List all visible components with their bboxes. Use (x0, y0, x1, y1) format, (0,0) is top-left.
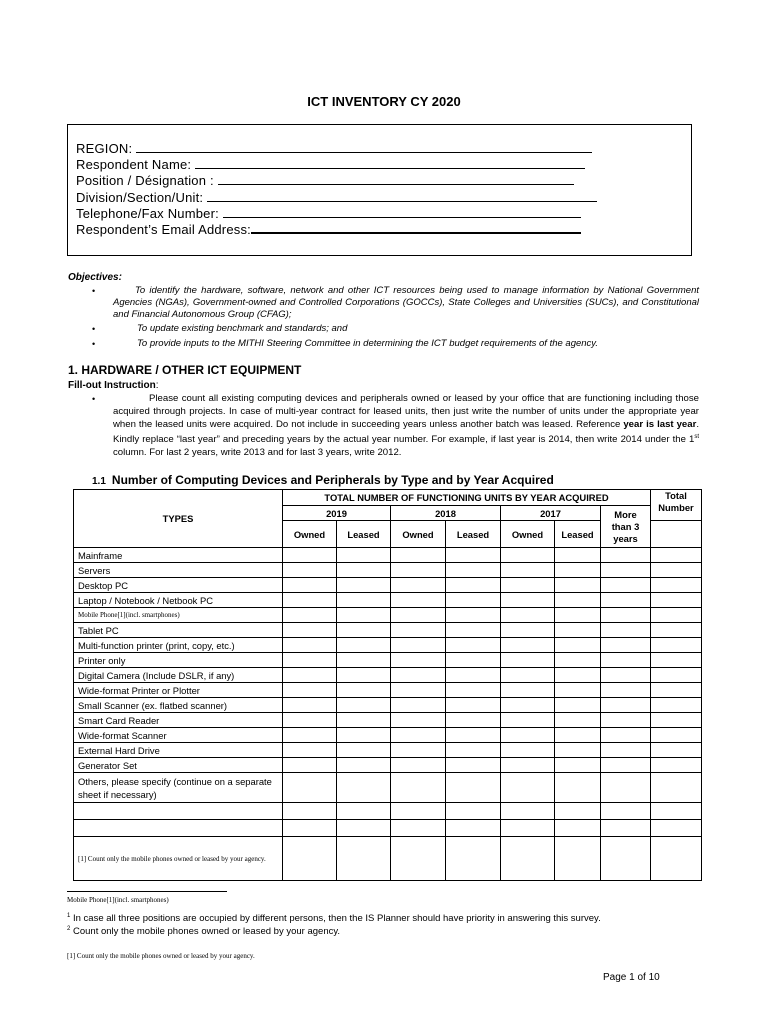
count-cell[interactable] (501, 837, 555, 881)
objective-item: To identify the hardware, software, network and other ICT resources being used to manage information by National Government Agencies (NGAs), Government-owned and Controlled Corporations (GOCCs), State Colleges and Universities (SUCs), and Constitutional and Financial Autonomous Group (CFAG); (113, 285, 699, 320)
count-cell[interactable] (555, 578, 601, 593)
count-cell[interactable] (446, 713, 501, 728)
subsection-number: 1.1 (92, 476, 106, 487)
count-cell[interactable] (555, 638, 601, 653)
count-cell[interactable] (283, 653, 337, 668)
count-cell[interactable] (446, 820, 501, 837)
type-label-cell: [1] Count only the mobile phones owned or leased by your agency. (74, 837, 283, 881)
inventory-table (73, 489, 702, 881)
count-cell[interactable] (651, 758, 702, 773)
count-cell[interactable] (446, 728, 501, 743)
count-cell[interactable] (651, 593, 702, 608)
objective-bullet: • (92, 286, 96, 296)
instr-part-c: column. For last 2 years, write 2013 and for last 3 years, write 2012. (113, 447, 402, 459)
count-cell[interactable] (283, 578, 337, 593)
count-cell[interactable] (501, 548, 555, 563)
count-cell[interactable] (283, 548, 337, 563)
objectives-label: Objectives: (68, 272, 122, 283)
type-label-cell: Tablet PC (74, 623, 283, 638)
count-cell[interactable] (391, 713, 446, 728)
page-number: Page 1 of 10 (603, 972, 660, 983)
count-cell[interactable] (651, 837, 702, 881)
type-label-cell: Mainframe (74, 548, 283, 563)
position-field[interactable] (76, 173, 574, 188)
count-cell[interactable] (601, 668, 651, 683)
count-cell[interactable] (555, 713, 601, 728)
region-field[interactable] (76, 141, 592, 156)
count-cell[interactable] (501, 653, 555, 668)
count-cell[interactable] (555, 593, 601, 608)
table-row (74, 728, 702, 743)
count-cell[interactable] (446, 578, 501, 593)
count-cell[interactable] (501, 698, 555, 713)
instr-part-a: Please count all existing computing devices and peripherals owned or leased by your office that are functioning including those acquired through projects. In case of multi-year contract for leased units, then just write the number of units under the appropriate year when the leased units were acquired. Do not include in succeeding years unless another batch was leased. Reference (113, 393, 699, 430)
count-cell[interactable] (337, 638, 391, 653)
count-cell[interactable] (391, 743, 446, 758)
count-cell[interactable] (555, 820, 601, 837)
count-cell[interactable] (501, 623, 555, 638)
owned-header: Owned (501, 521, 555, 548)
respondent-info-box (67, 124, 692, 256)
count-cell[interactable] (601, 820, 651, 837)
count-cell[interactable] (337, 548, 391, 563)
telephone-field[interactable] (76, 206, 581, 221)
type-label-cell (74, 820, 283, 837)
leased-header: Leased (555, 521, 601, 548)
count-cell[interactable] (283, 563, 337, 578)
count-cell[interactable] (446, 593, 501, 608)
count-cell[interactable] (555, 773, 601, 803)
table-row (74, 820, 702, 837)
count-cell[interactable] (601, 638, 651, 653)
table-row (74, 638, 702, 653)
count-cell[interactable] (391, 638, 446, 653)
type-label-cell: Mobile Phone[1](incl. smartphones) (74, 608, 283, 623)
position-label: Position / Désignation : (76, 173, 214, 188)
count-cell[interactable] (651, 653, 702, 668)
count-cell[interactable] (283, 668, 337, 683)
count-cell[interactable] (283, 713, 337, 728)
count-cell[interactable] (501, 578, 555, 593)
table-row (74, 608, 702, 623)
count-cell[interactable] (651, 608, 702, 623)
count-cell[interactable] (555, 758, 601, 773)
count-cell[interactable] (337, 803, 391, 820)
count-cell[interactable] (446, 773, 501, 803)
footnote-2-num: 2 (67, 926, 71, 932)
count-cell[interactable] (283, 837, 337, 881)
count-cell[interactable] (555, 623, 601, 638)
count-cell[interactable] (501, 773, 555, 803)
count-cell[interactable] (651, 713, 702, 728)
count-cell[interactable] (446, 837, 501, 881)
table-row (74, 743, 702, 758)
count-cell[interactable] (283, 773, 337, 803)
count-cell[interactable] (446, 563, 501, 578)
total-number-cell (651, 521, 702, 548)
footnote-mobile-ref: Mobile Phone[1](incl. smartphones) (67, 896, 169, 904)
count-cell[interactable] (391, 728, 446, 743)
type-label-cell (74, 803, 283, 820)
count-cell[interactable] (337, 837, 391, 881)
count-cell[interactable] (337, 653, 391, 668)
table-body (74, 548, 702, 881)
count-cell[interactable] (651, 668, 702, 683)
fill-out-instruction-label (68, 380, 159, 391)
count-cell[interactable] (446, 698, 501, 713)
count-cell[interactable] (337, 773, 391, 803)
count-cell[interactable] (283, 683, 337, 698)
count-cell[interactable] (501, 608, 555, 623)
type-label-cell: Digital Camera (Include DSLR, if any) (74, 668, 283, 683)
count-cell[interactable] (337, 608, 391, 623)
page-title: ICT INVENTORY CY 2020 (307, 94, 461, 109)
count-cell[interactable] (601, 563, 651, 578)
email-label: Respondent’s Email Address: (76, 222, 251, 237)
count-cell[interactable] (601, 728, 651, 743)
count-cell[interactable] (391, 623, 446, 638)
count-cell[interactable] (283, 638, 337, 653)
table-row (74, 803, 702, 820)
count-cell[interactable] (283, 743, 337, 758)
count-cell[interactable] (555, 668, 601, 683)
owned-header: Owned (391, 521, 446, 548)
table-row (74, 563, 702, 578)
count-cell[interactable] (501, 668, 555, 683)
year-header: 2018 (391, 506, 501, 521)
more-than-3-years-header: More than 3 years (601, 506, 651, 548)
table-row (74, 668, 702, 683)
count-cell[interactable] (337, 563, 391, 578)
count-cell[interactable] (391, 698, 446, 713)
type-label-cell: Desktop PC (74, 578, 283, 593)
year-header: 2017 (501, 506, 601, 521)
footnote-3: [1] Count only the mobile phones owned or leased by your agency. (67, 952, 255, 960)
type-label-cell: Printer only (74, 653, 283, 668)
objective-bullet: • (92, 324, 96, 334)
count-cell[interactable] (555, 608, 601, 623)
count-cell[interactable] (446, 638, 501, 653)
count-cell[interactable] (501, 638, 555, 653)
count-cell[interactable] (651, 563, 702, 578)
count-cell[interactable] (501, 728, 555, 743)
count-cell[interactable] (337, 593, 391, 608)
count-cell[interactable] (391, 668, 446, 683)
count-cell[interactable] (283, 803, 337, 820)
count-cell[interactable] (501, 820, 555, 837)
type-label-cell: Generator Set (74, 758, 283, 773)
fill-label-colon: : (155, 380, 159, 391)
owned-header: Owned (283, 521, 337, 548)
count-cell[interactable] (555, 803, 601, 820)
footnote-2 (67, 926, 340, 937)
footnote-2-text: Count only the mobile phones owned or leased by your agency. (70, 926, 341, 938)
count-cell[interactable] (446, 653, 501, 668)
count-cell[interactable] (283, 698, 337, 713)
count-cell[interactable] (391, 773, 446, 803)
count-cell[interactable] (651, 803, 702, 820)
leased-header: Leased (446, 521, 501, 548)
instr-part-b: . Kindly replace “last year” and preceding years by the actual year number. For example, if last year is 2014, then write 2014 under the 1 (113, 419, 699, 446)
count-cell[interactable] (337, 683, 391, 698)
footnote-1-text: In case all three positions are occupied by different persons, then the IS Planner should have priority in answering this survey. (70, 913, 601, 925)
count-cell[interactable] (651, 743, 702, 758)
region-label: REGION: (76, 141, 133, 156)
table-row (74, 623, 702, 638)
count-cell[interactable] (651, 638, 702, 653)
count-cell[interactable] (601, 837, 651, 881)
count-cell[interactable] (601, 698, 651, 713)
type-label-cell: Wide-format Printer or Plotter (74, 683, 283, 698)
table-row (74, 758, 702, 773)
type-label-cell: Servers (74, 563, 283, 578)
count-cell[interactable] (555, 743, 601, 758)
count-cell[interactable] (391, 803, 446, 820)
count-cell[interactable] (555, 698, 601, 713)
objective-bullet: • (92, 339, 96, 349)
count-cell[interactable] (601, 758, 651, 773)
section-heading: 1. HARDWARE / OTHER ICT EQUIPMENT (68, 363, 302, 377)
types-header: TYPES (74, 490, 283, 548)
count-cell[interactable] (391, 608, 446, 623)
type-label-cell: Laptop / Notebook / Netbook PC (74, 593, 283, 608)
count-cell[interactable] (555, 653, 601, 668)
count-cell[interactable] (446, 683, 501, 698)
count-cell[interactable] (446, 668, 501, 683)
table-row (74, 698, 702, 713)
total-number-header: Total Number (651, 490, 702, 521)
type-label-cell: Wide-format Scanner (74, 728, 283, 743)
type-label-cell: Smart Card Reader (74, 713, 283, 728)
count-cell[interactable] (283, 758, 337, 773)
footnote-1 (67, 913, 601, 924)
count-cell[interactable] (391, 593, 446, 608)
count-cell[interactable] (651, 623, 702, 638)
telephone-label: Telephone/Fax Number: (76, 206, 219, 221)
count-cell[interactable] (651, 773, 702, 803)
count-cell[interactable] (391, 837, 446, 881)
type-label-cell: Small Scanner (ex. flatbed scanner) (74, 698, 283, 713)
count-cell[interactable] (651, 728, 702, 743)
count-cell[interactable] (446, 608, 501, 623)
count-cell[interactable] (446, 623, 501, 638)
count-cell[interactable] (601, 683, 651, 698)
count-cell[interactable] (391, 758, 446, 773)
count-cell[interactable] (501, 593, 555, 608)
count-cell[interactable] (601, 623, 651, 638)
count-cell[interactable] (601, 803, 651, 820)
subsection-heading (92, 473, 554, 487)
count-cell[interactable] (446, 803, 501, 820)
fill-label-text: Fill-out Instruction (68, 380, 156, 391)
count-cell[interactable] (651, 820, 702, 837)
table-row (74, 548, 702, 563)
year-header: 2019 (283, 506, 391, 521)
count-cell[interactable] (391, 563, 446, 578)
division-label: Division/Section/Unit: (76, 190, 204, 205)
instr-bold: year is last year (623, 419, 697, 430)
table-row (74, 837, 702, 881)
footnote-rule (67, 891, 227, 892)
count-cell[interactable] (337, 578, 391, 593)
count-cell[interactable] (651, 683, 702, 698)
count-cell[interactable] (555, 563, 601, 578)
count-cell[interactable] (337, 728, 391, 743)
table-row (74, 773, 702, 803)
count-cell[interactable] (391, 683, 446, 698)
division-field[interactable] (76, 190, 597, 205)
count-cell[interactable] (555, 728, 601, 743)
footnote-1-num: 1 (67, 913, 71, 919)
type-label-cell: Others, please specify (continue on a separate sheet if necessary) (74, 773, 283, 803)
count-cell[interactable] (446, 758, 501, 773)
count-cell[interactable] (391, 548, 446, 563)
count-cell[interactable] (601, 653, 651, 668)
count-cell[interactable] (501, 683, 555, 698)
count-cell[interactable] (651, 548, 702, 563)
count-cell[interactable] (283, 623, 337, 638)
table-row (74, 683, 702, 698)
instruction-bullet: • (92, 394, 96, 404)
instr-sup: st (694, 434, 699, 440)
type-label-cell: Multi-function printer (print, copy, etc.) (74, 638, 283, 653)
table-row (74, 578, 702, 593)
instruction-text (113, 392, 699, 459)
table-row (74, 713, 702, 728)
count-cell[interactable] (651, 698, 702, 713)
count-cell[interactable] (337, 758, 391, 773)
count-cell[interactable] (391, 653, 446, 668)
total-functioning-header: TOTAL NUMBER OF FUNCTIONING UNITS BY YEAR ACQUIRED (283, 490, 651, 506)
count-cell[interactable] (601, 548, 651, 563)
count-cell[interactable] (501, 563, 555, 578)
count-cell[interactable] (337, 743, 391, 758)
table-row (74, 653, 702, 668)
leased-header: Leased (337, 521, 391, 548)
count-cell[interactable] (601, 743, 651, 758)
count-cell[interactable] (555, 548, 601, 563)
count-cell[interactable] (446, 743, 501, 758)
count-cell[interactable] (283, 608, 337, 623)
count-cell[interactable] (501, 803, 555, 820)
count-cell[interactable] (601, 608, 651, 623)
count-cell[interactable] (601, 713, 651, 728)
count-cell[interactable] (601, 578, 651, 593)
objective-item: To provide inputs to the MITHI Steering Committee in determining the ICT budget requirements of the agency. (137, 338, 598, 349)
type-label-cell: External Hard Drive (74, 743, 283, 758)
respondent-name-label: Respondent Name: (76, 157, 192, 172)
count-cell[interactable] (601, 593, 651, 608)
count-cell[interactable] (555, 837, 601, 881)
count-cell[interactable] (391, 578, 446, 593)
count-cell[interactable] (337, 713, 391, 728)
count-cell[interactable] (283, 593, 337, 608)
count-cell[interactable] (337, 668, 391, 683)
count-cell[interactable] (337, 820, 391, 837)
count-cell[interactable] (601, 773, 651, 803)
count-cell[interactable] (501, 713, 555, 728)
count-cell[interactable] (283, 820, 337, 837)
count-cell[interactable] (501, 743, 555, 758)
count-cell[interactable] (337, 698, 391, 713)
respondent-name-field[interactable] (76, 157, 585, 172)
subsection-title: Number of Computing Devices and Peripherals by Type and by Year Acquired (111, 473, 554, 487)
email-field[interactable] (76, 222, 581, 237)
count-cell[interactable] (283, 728, 337, 743)
count-cell[interactable] (337, 623, 391, 638)
table-row (74, 593, 702, 608)
count-cell[interactable] (446, 548, 501, 563)
count-cell[interactable] (555, 683, 601, 698)
objective-item: To update existing benchmark and standards; and (137, 323, 348, 334)
count-cell[interactable] (501, 758, 555, 773)
count-cell[interactable] (651, 578, 702, 593)
count-cell[interactable] (391, 820, 446, 837)
